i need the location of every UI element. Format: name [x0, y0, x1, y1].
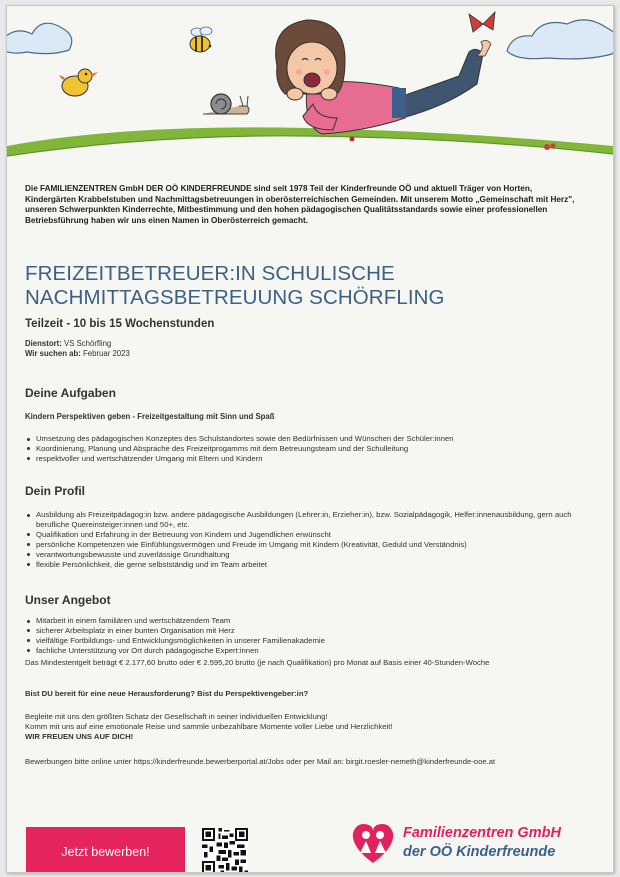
aufgaben-tagline: Kindern Perspektiven geben - Freizeitgestaltung mit Sinn und Spaß [25, 412, 275, 421]
list-item: respektvoller und wertschätzender Umgang mit Eltern und Kindern [25, 454, 585, 464]
start-row [25, 349, 130, 359]
heart-logo-icon [349, 819, 397, 867]
job-meta [25, 339, 130, 359]
aufgaben-heading: Deine Aufgaben [25, 386, 116, 400]
girl-illustration [7, 6, 613, 176]
dienstort-label: Dienstort: [25, 339, 62, 348]
dienstort-value: VS Schörfling [64, 339, 112, 348]
hero-illustration [7, 6, 613, 176]
list-item: persönliche Kompetenzen wie Einfühlungsvermögen und Freude im Umgang mit Kindern (Kreativität, Geduld und Verständnis) [25, 540, 585, 550]
angebot-heading: Unser Angebot [25, 593, 111, 607]
closing-line-1: Begleite mit uns den größten Schatz der Gesellschaft in seiner individuellen Entwicklung! [25, 712, 328, 721]
profil-heading: Dein Profil [25, 484, 86, 498]
job-title: FREIZEITBETREUER:IN SCHULISCHE NACHMITTAGSBETREUUNG SCHÖRFLING [25, 262, 445, 309]
salary-text: Das Mindestentgelt beträgt € 2.177,60 brutto oder € 2.595,20 brutto (je nach Qualifikation) pro Monat auf Basis einer 40-Stunden-Woche [25, 658, 490, 667]
organization-logo [347, 817, 597, 869]
butterfly-icon [469, 12, 495, 32]
snail-icon [203, 94, 249, 114]
qr-code-icon[interactable] [202, 828, 248, 873]
apply-instructions: Bewerbungen bitte online unter https://kinderfreunde.bewerberportal.at/Jobs oder per Mail an: birgit.roesler-nemeth@kinderfreunde-ooe.at [25, 757, 496, 766]
logo-line-1: Familienzentren GmbH [403, 825, 561, 841]
girl-figure [276, 20, 491, 134]
angebot-list [25, 616, 585, 656]
list-item: flexible Persönlichkeit, die gerne selbstständig und im Team arbeitet [25, 560, 585, 570]
closing-question: Bist DU bereit für eine neue Herausforderung? Bist du Perspektivengeber:in? [25, 689, 309, 698]
list-item: Qualifikation und Erfahrung in der Betreuung von Kindern und Jugendlichen erwünscht [25, 530, 585, 540]
start-value: Februar 2023 [83, 349, 130, 358]
list-item: sicherer Arbeitsplatz in einer bunten Organisation mit Herz [25, 626, 585, 636]
posting-content [7, 176, 613, 872]
bee-icon [190, 27, 212, 52]
job-posting-page [6, 5, 614, 873]
list-item: vielfältige Fortbildungs- und Entwicklungsmöglichkeiten in unserer Familienakademie [25, 636, 585, 646]
closing-line-2: Komm mit uns auf eine emotionale Reise und sammle unbezahlbare Momente voller Liebe und Herzlichkeit! [25, 722, 393, 731]
list-item: Umsetzung des pädagogischen Konzeptes des Schulstandortes sowie den Bedürfnissen und Wünschen der Schüler:innen [25, 434, 585, 444]
closing-line-3: WIR FREUEN UNS AUF DICH! [25, 732, 134, 741]
intro-paragraph: Die FAMILIENZENTREN GmbH DER OÖ KINDERFREUNDE sind seit 1978 Teil der Kinderfreunde OÖ und aktuell Träger von Horten, Kindergärten Krabbelstuben und Nachmittagsbetreuungen in oberösterreichischen Gemeinden. Mit unserem Motto „Gemeinschaft mit Herz", unseren Schwerpunkten Kinderrechte, Mitbestimmung und den hohen pädagogischen Qualitätsstandards sowie einer professionellen Betriebsführung haben wir uns einen Namen in Oberösterreich gemacht. [25, 184, 575, 225]
list-item: fachliche Unterstützung vor Ort durch pädagogische Expert:innen [25, 646, 585, 656]
logo-line-2: der OÖ Kinderfreunde [403, 844, 556, 860]
start-label: Wir suchen ab: [25, 349, 81, 358]
cloud-icon [507, 20, 613, 59]
cloud-icon [7, 23, 72, 53]
list-item: Ausbildung als Freizeitpädagog:in bzw. andere pädagogische Ausbildungen (Lehrer:in, Erzieher:in), bzw. Sozialpädagogik, Helfer:innenausbildung, gern auch berufliche Quereinsteiger:innen und 50+, etc. [25, 510, 585, 530]
apply-button[interactable]: Jetzt bewerben! [26, 827, 185, 873]
job-subtitle: Teilzeit - 10 bis 15 Wochenstunden [25, 318, 215, 330]
bird-icon [59, 69, 98, 96]
aufgaben-list [25, 434, 585, 464]
dienstort-row [25, 339, 130, 349]
profil-list [25, 510, 585, 569]
list-item: Mitarbeit in einem familiären und wertschätzendem Team [25, 616, 585, 626]
list-item: Koordinierung, Planung und Absprache des Freizeitprogamms mit dem Betreuungsteam und der Schulleitung [25, 444, 585, 454]
list-item: verantwortungsbewusste und zuverlässige Grundhaltung [25, 550, 585, 560]
